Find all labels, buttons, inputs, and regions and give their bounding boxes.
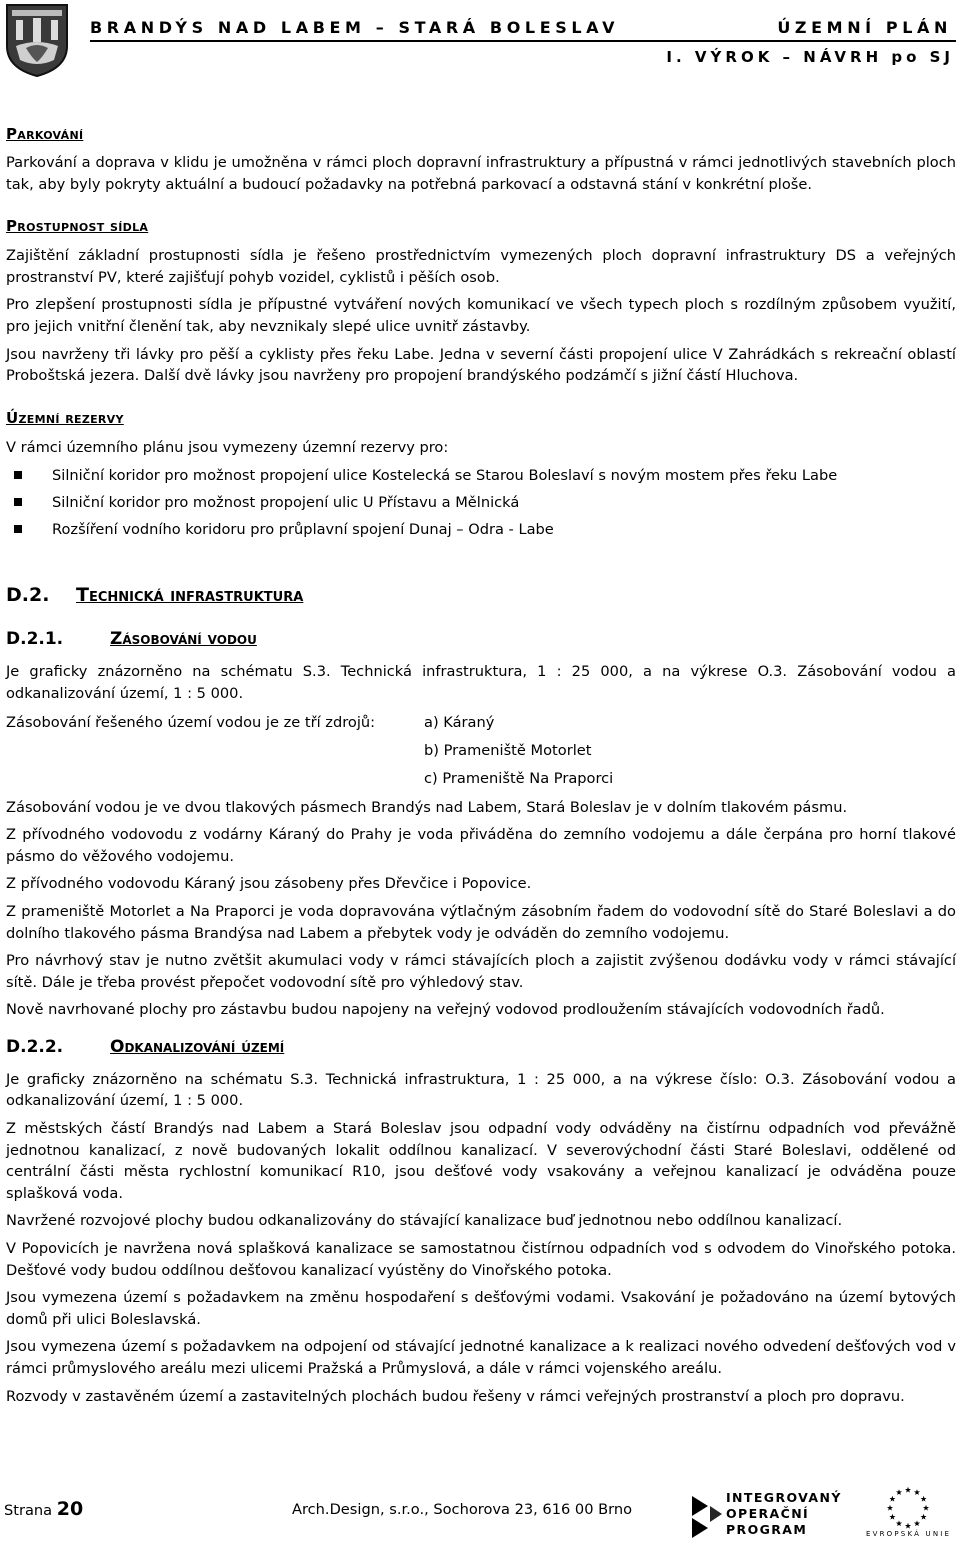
list-item: Rozšíření vodního koridoru pro průplavní spojení Dunaj – Odra - Labe — [6, 516, 956, 543]
eu-star — [905, 1487, 911, 1493]
water-paragraph-2: Zásobování vodou je ve dvou tlakových pásmech Brandýs nad Labem, Stará Boleslav je v dolním tlakovém pásmu. — [6, 798, 848, 816]
eu-star — [914, 1520, 920, 1526]
company-address: Arch.Design, s.r.o., Sochorova 23, 616 00 Brno — [292, 1501, 633, 1518]
eu-star — [896, 1489, 902, 1495]
water-paragraph-3: Z přívodného vodovodu z vodárny Káraný do Prahy je voda přiváděna do zemního vodojemu a dále čerpána pro horní tlakové pásmo do věžového vodojemu. — [6, 826, 956, 865]
water-paragraph-4: Z přívodného vodovodu Káraný jsou zásobeny přes Dřevčice i Popovice. — [6, 875, 532, 893]
document-subtitle: I. VÝROK – NÁVRH po SJ — [666, 48, 954, 66]
bullet-square-icon — [14, 471, 22, 479]
permeability-paragraph-1: Zajištění základní prostupnosti sídla je řešeno prostřednictvím vymezených ploch dopravní infrastruktury DS a veřejných prostranství PV, které zajišťují pohyb vozidel, cyklistů i pěších osob. — [6, 247, 956, 286]
heading-sewerage — [6, 1037, 956, 1065]
reserves-list — [6, 462, 956, 543]
water-paragraph-5: Z prameniště Motorlet a Na Praporci je voda dopravována výtlačným zásobním řadem do vodovodní sítě do Staré Boleslavi a do dolního tlakového pásma Brandýsa nad Labem a přebytek vody je odváděn do zemního vodojemu. — [6, 902, 956, 942]
eu-star — [887, 1505, 893, 1511]
list-item: a) Káraný — [424, 713, 495, 731]
parking-paragraph: Parkování a doprava v klidu je umožněna v rámci ploch dopravní infrastruktury a přípustná v rámci jednotlivých stavebních ploch tak, aby byly pokryty aktuální a budoucí požadavky na potřebná parkovací a odstavná stání v konkrétní ploše. — [6, 154, 956, 193]
sewerage-paragraph-1: Je graficky znázorněno na schématu S.3. Technická infrastruktura, 1 : 25 000, a na výkrese číslo: O.3. Zásobování vodou a odkanalizování území, 1 : 5 000. — [6, 1070, 956, 1110]
eu-star — [923, 1505, 929, 1511]
heading-reserves: Územní rezervy — [6, 408, 124, 427]
header-divider — [90, 40, 956, 42]
section-number: D.2. — [6, 584, 50, 607]
water-paragraph-7: Nově navrhované plochy pro zástavbu budou napojeny na veřejný vodovod prodloužením stávajících vodovodních řadů. — [6, 1001, 885, 1019]
section-title: Zásobování vodou — [110, 629, 257, 650]
sewerage-paragraph-7: Rozvody v zastavěném území a zastavitelných plochách budou řešeny v rámci veřejných prostranství a ploch pro dopravu. — [6, 1387, 905, 1405]
page-footer — [0, 1476, 960, 1548]
heading-parking: Parkování — [6, 125, 84, 143]
eu-star — [889, 1514, 895, 1520]
eu-star — [921, 1496, 927, 1502]
reserves-intro: V rámci územního plánu jsou vymezeny územní rezervy pro: — [6, 438, 449, 456]
list-item: c) Prameniště Na Praporci — [424, 769, 614, 787]
sewerage-paragraph-6: Jsou vymezena území s požadavkem na odpojení od stávající jednotné kanalizace a k realizaci nového odvedení dešťových vod v rámci průmyslového areálu mezi ulicemi Pražská a Průmyslová, a dále v rámci vojenského areálu. — [6, 1338, 956, 1377]
section-number: D.2.1. — [6, 629, 64, 650]
water-paragraph-6: Pro návrhový stav je nutno zvětšit akumulaci vody v rámci stávajících ploch a zajistit zvýšenou dodávku vody v rámci stávající sítě. Dále je třeba provést přepočet vodovodní sítě pro výhledový stav. — [6, 952, 956, 991]
page-number: Strana 20 — [4, 1498, 84, 1520]
water-sources-label: Zásobování řešeného území vodou je ze tří zdrojů: — [6, 713, 376, 731]
section-number: D.2.2. — [6, 1036, 64, 1057]
sewerage-paragraph-5: Jsou vymezena území s požadavkem na změnu hospodaření s dešťovými vodami. Vsakování je požadováno na území bytových domů při ulici Boleslavská. — [6, 1289, 956, 1328]
permeability-paragraph-3: Jsou navrženy tři lávky pro pěší a cyklisty přes řeku Labe. Jedna v severní části propojení ulice V Zahrádkách s rekreační oblastí Proboštská jezera. Další dvě lávky jsou navrženy pro propojení brandýského podzámčí s jižní částí Hluchova. — [6, 345, 956, 385]
heading-water-supply — [6, 629, 956, 657]
eu-label: EVROPSKÁ UNIE — [866, 1530, 952, 1538]
bullet-square-icon — [14, 498, 22, 506]
water-sources-list — [424, 709, 613, 793]
bullet-square-icon — [14, 525, 22, 533]
sewerage-paragraph-2: Z městských částí Brandýs nad Labem a Stará Boleslav jsou odpadní vody odváděny na čistírnu odpadních vod převážně jednotnou kanalizací, z nově budovaných lokalit oddílnou kanalizací. V severovýchodní části Staré Boleslavi, oddělené od centrální části města rychlostní komunikací R10, jsou dešťové vody vsakovány a veřejnou kanalizací je odváděna pouze splašková voda. — [6, 1120, 956, 1202]
document-title-bar — [90, 18, 952, 40]
eu-star — [889, 1496, 895, 1502]
municipality-title: BRANDÝS NAD LABEM – STARÁ BOLESLAV — [90, 18, 620, 37]
plan-title: ÚZEMNÍ PLÁN — [777, 18, 952, 37]
list-item: Silniční koridor pro možnost propojení ulice Kostelecká se Starou Boleslaví s novým mostem přes řeku Labe — [6, 462, 956, 489]
document-body — [6, 122, 956, 1407]
section-title: Technická infrastruktura — [76, 584, 304, 607]
water-sources — [6, 709, 956, 793]
eu-star — [905, 1523, 911, 1529]
sewerage-paragraph-3: Navržené rozvojové plochy budou odkanalizovány do stávající kanalizace buď jednotnou nebo oddílnou kanalizací. — [6, 1212, 843, 1230]
list-item: b) Prameniště Motorlet — [424, 741, 592, 759]
section-title: Odkanalizování území — [110, 1036, 285, 1057]
permeability-paragraph-2: Pro zlepšení prostupnosti sídla je přípustné vytváření nových komunikací ve všech typech ploch s rozdílným způsobem využití, pro jejich vnitřní členění tak, aby nevznikaly slepé ulice uvnitř zástavby. — [6, 296, 956, 335]
list-item: Silniční koridor pro možnost propojení ulic U Přístavu a Mělnická — [6, 489, 956, 516]
heading-permeability: Prostupnost sídla — [6, 217, 149, 236]
sewerage-paragraph-4: V Popovicích je navržena nová splašková kanalizace se samostatnou čistírnou odpadních vod s odvodem do Vinořského potoka. Dešťové vody budou oddílnou dešťovou kanalizací vyústěny do Vinořského potoka. — [6, 1240, 956, 1279]
iop-logo-text: INTEGROVANÝ OPERAČNÍ PROGRAM — [726, 1490, 842, 1537]
water-paragraph-1: Je graficky znázorněno na schématu S.3. Technická infrastruktura, 1 : 25 000, a na výkrese O.3. Zásobování vodou a odkanalizování území, 1 : 5 000. — [6, 663, 956, 702]
city-coat-of-arms-icon — [4, 2, 70, 78]
page-header — [0, 0, 960, 80]
eu-star — [914, 1489, 920, 1495]
eu-stars-icon — [860, 1484, 956, 1548]
eu-star — [896, 1520, 902, 1526]
eu-star — [921, 1514, 927, 1520]
heading-technical-infrastructure — [6, 585, 956, 615]
